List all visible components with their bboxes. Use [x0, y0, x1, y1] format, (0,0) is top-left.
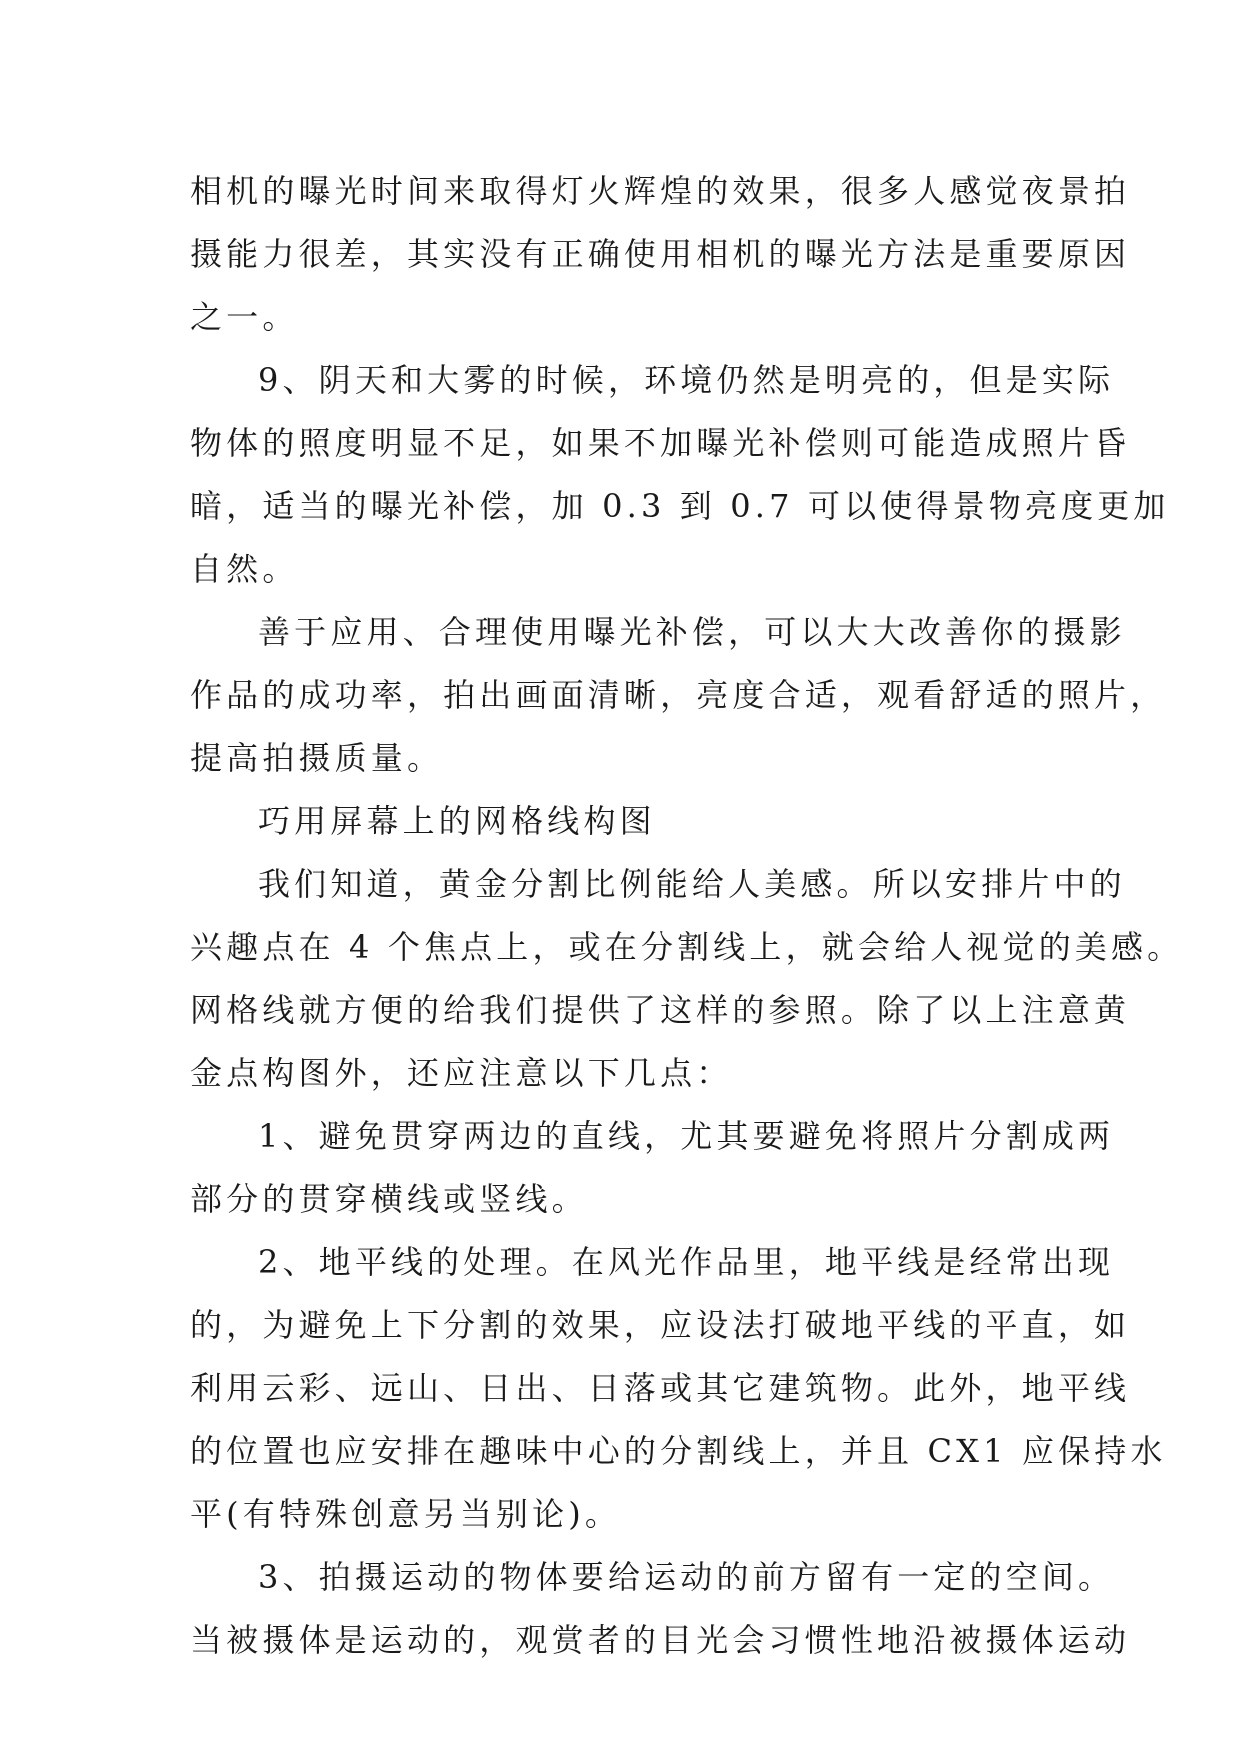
- text-line: 暗，适当的曝光补偿，加 0.3 到 0.7 可以使得景物亮度更加: [190, 487, 1170, 525]
- text-line: 金点构图外，还应注意以下几点：: [190, 1054, 733, 1092]
- paragraph-start-line: 9、阴天和大雾的时候，环境仍然是明亮的，但是实际: [258, 361, 1115, 399]
- section-heading: 巧用屏幕上的网格线构图: [258, 802, 656, 840]
- paragraph-start-line: 我们知道，黄金分割比例能给人美感。所以安排片中的: [258, 865, 1126, 903]
- text-line: 自然。: [190, 550, 299, 588]
- text-line: 相机的曝光时间来取得灯火辉煌的效果，很多人感觉夜景拍: [190, 172, 1131, 210]
- text-line: 利用云彩、远山、日出、日落或其它建筑物。此外，地平线: [190, 1369, 1131, 1407]
- text-line: 之一。: [190, 298, 299, 336]
- document-page: [190, 160, 1184, 1672]
- text-line: 部分的贯穿横线或竖线。: [190, 1180, 588, 1218]
- text-line: 作品的成功率，拍出画面清晰，亮度合适，观看舒适的照片，: [190, 676, 1167, 714]
- text-line: 的位置也应安排在趣味中心的分割线上，并且 CX1 应保持水: [190, 1432, 1167, 1470]
- text-line: 兴趣点在 4 个焦点上，或在分割线上，就会给人视觉的美感。: [190, 928, 1184, 966]
- text-line: 平(有特殊创意另当别论)。: [190, 1495, 622, 1533]
- paragraph-start-line: 3、拍摄运动的物体要给运动的前方留有一定的空间。: [258, 1558, 1115, 1596]
- paragraph-start-line: 1、避免贯穿两边的直线，尤其要避免将照片分割成两: [258, 1117, 1115, 1155]
- paragraph-start-line: 2、地平线的处理。在风光作品里，地平线是经常出现: [258, 1243, 1115, 1281]
- text-line: 网格线就方便的给我们提供了这样的参照。除了以上注意黄: [190, 991, 1131, 1029]
- text-line: 物体的照度明显不足，如果不加曝光补偿则可能造成照片昏: [190, 424, 1131, 462]
- paragraph-start-line: 善于应用、合理使用曝光补偿，可以大大改善你的摄影: [258, 613, 1126, 651]
- text-line: 当被摄体是运动的，观赏者的目光会习惯性地沿被摄体运动: [190, 1621, 1131, 1659]
- text-line: 提高拍摄质量。: [190, 739, 444, 777]
- text-line: 的，为避免上下分割的效果，应设法打破地平线的平直，如: [190, 1306, 1131, 1344]
- text-line: 摄能力很差，其实没有正确使用相机的曝光方法是重要原因: [190, 235, 1131, 273]
